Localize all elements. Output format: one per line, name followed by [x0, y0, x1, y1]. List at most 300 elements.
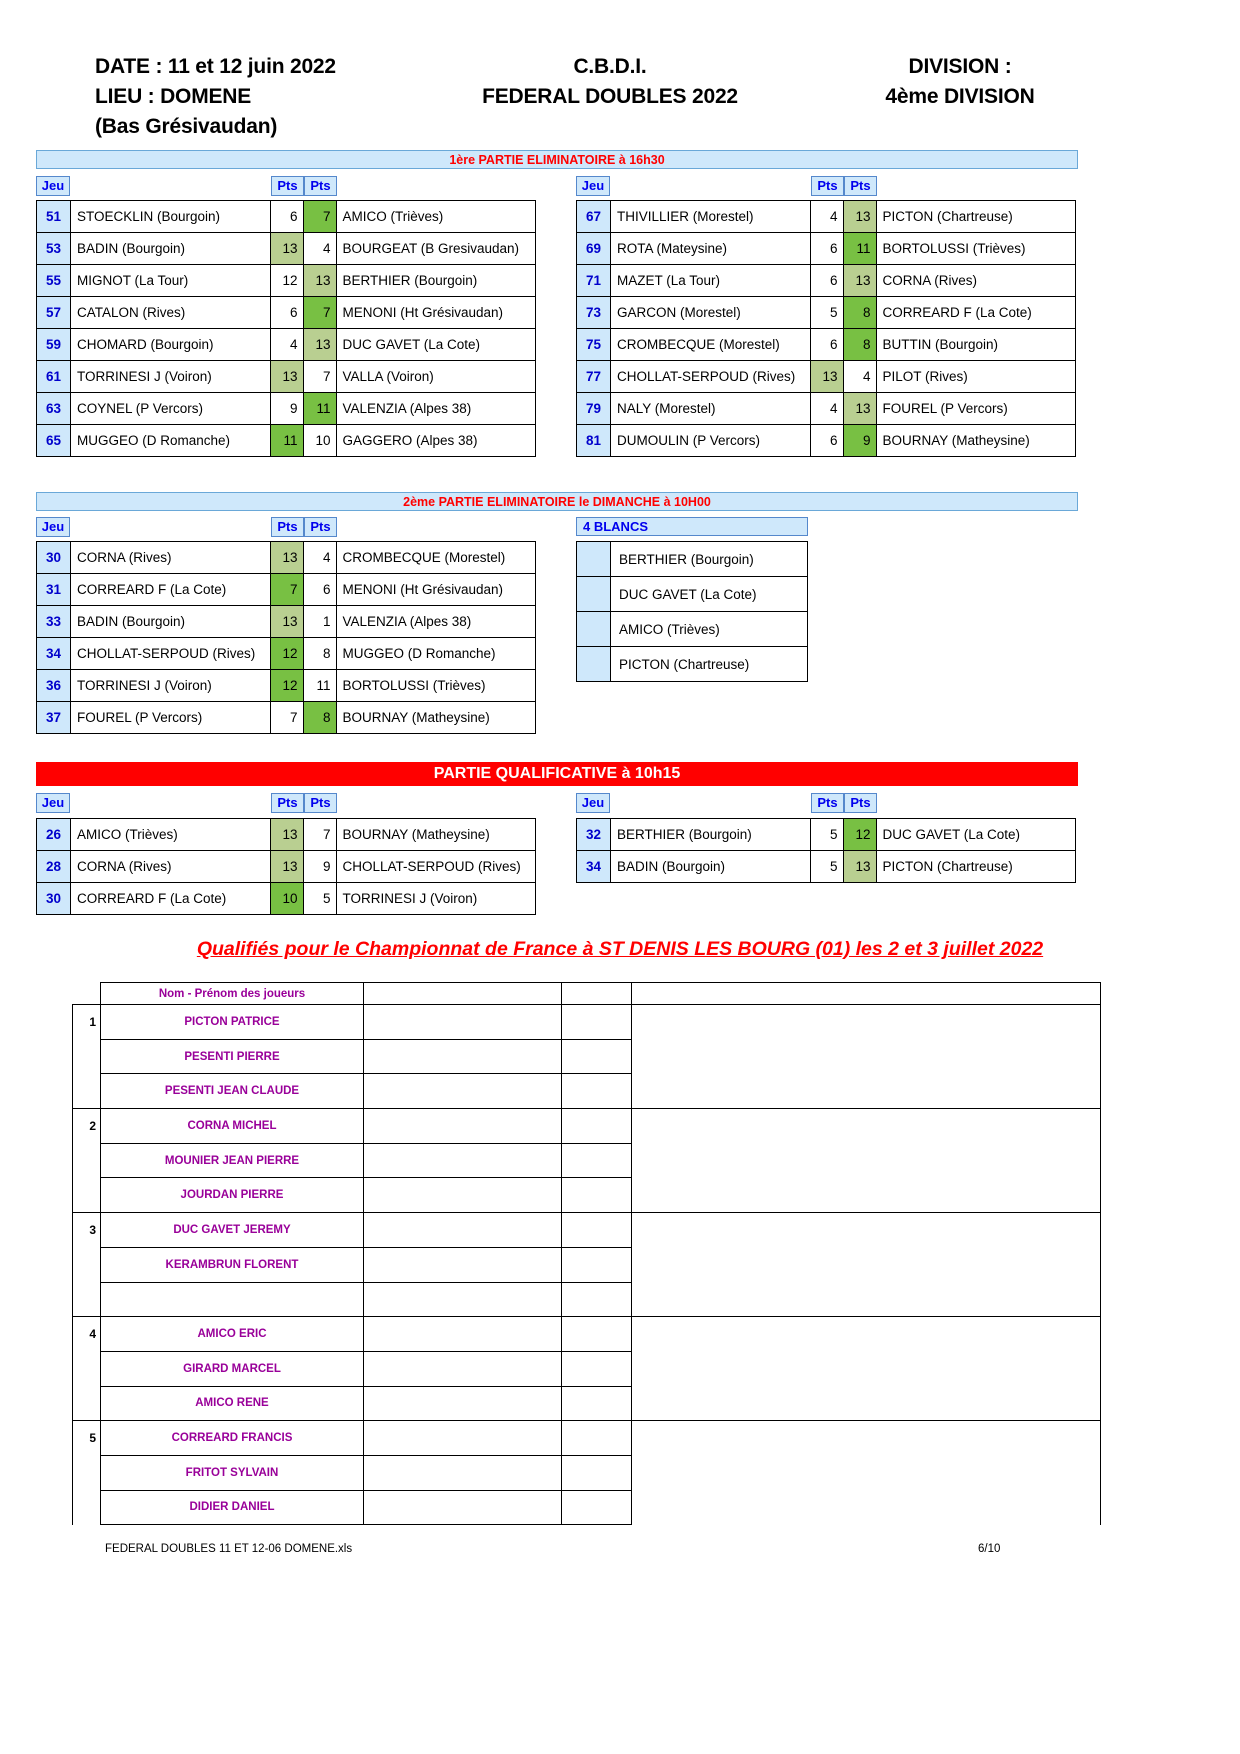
match-player-right: CROMBECQUE (Morestel) — [336, 542, 536, 574]
qualified-team-row — [73, 1213, 1101, 1248]
col-header-pts1-s2l: Pts — [271, 517, 304, 537]
qualified-team-number — [73, 1282, 101, 1317]
match-jeu-number: 55 — [37, 265, 71, 297]
match-player-right: PILOT (Rives) — [876, 361, 1076, 393]
match-score-right: 8 — [843, 329, 876, 361]
match-player-right: BOURGEAT (B Gresivaudan) — [336, 233, 536, 265]
qualified-team-number — [73, 1386, 101, 1421]
qualified-header-col4 — [632, 983, 1101, 1005]
col-header-pts1-s3r: Pts — [811, 793, 844, 813]
division-label: DIVISION : — [908, 55, 1012, 78]
lieu-line: LIEU : DOMENE — [95, 85, 252, 108]
match-player-right: BORTOLUSSI (Trièves) — [876, 233, 1076, 265]
qualified-team-number: 4 — [73, 1317, 101, 1352]
qualified-header-num — [73, 983, 101, 1005]
qualified-player-name: GIRARD MARCEL — [101, 1351, 364, 1386]
blancs-table — [576, 541, 808, 682]
list-item — [577, 542, 808, 577]
footer-filename: FEDERAL DOUBLES 11 ET 12-06 DOMENE.xls — [105, 1543, 353, 1555]
table-row — [37, 606, 536, 638]
match-player-left: CHOLLAT-SERPOUD (Rives) — [71, 638, 271, 670]
qualified-team-number — [73, 1247, 101, 1282]
match-player-left: CORNA (Rives) — [71, 851, 271, 883]
qualified-player-name: PESENTI JEAN CLAUDE — [101, 1074, 364, 1109]
match-score-left: 13 — [270, 361, 303, 393]
match-player-left: CORREARD F (La Cote) — [71, 883, 271, 915]
qualified-cell-col4 — [632, 1143, 1101, 1178]
match-jeu-number: 63 — [37, 393, 71, 425]
table-row — [577, 201, 1076, 233]
match-score-left: 10 — [270, 883, 303, 915]
qualified-cell-col2 — [364, 1074, 562, 1109]
qualified-cell-col3 — [562, 1143, 632, 1178]
match-score-left: 12 — [270, 638, 303, 670]
match-score-right: 5 — [303, 883, 336, 915]
match-jeu-number: 34 — [37, 638, 71, 670]
header-center-block — [400, 52, 820, 112]
qualified-cell-col3 — [562, 1421, 632, 1456]
qualified-team-number — [73, 1178, 101, 1213]
qualified-player-name — [101, 1282, 364, 1317]
qualified-team-row — [73, 1282, 1101, 1317]
match-player-right: GAGGERO (Alpes 38) — [336, 425, 536, 457]
match-score-left: 4 — [270, 329, 303, 361]
qualified-cell-col2 — [364, 1109, 562, 1144]
match-score-left: 13 — [270, 542, 303, 574]
table-row — [37, 361, 536, 393]
match-player-right: MENONI (Ht Grésivaudan) — [336, 297, 536, 329]
match-player-left: CROMBECQUE (Morestel) — [611, 329, 811, 361]
match-score-right: 8 — [843, 297, 876, 329]
table-row — [577, 819, 1076, 851]
match-player-right: CHOLLAT-SERPOUD (Rives) — [336, 851, 536, 883]
table-row — [577, 361, 1076, 393]
col-header-pts2-s1r: Pts — [844, 176, 877, 196]
qualified-cell-col4 — [632, 1317, 1101, 1352]
match-score-right: 9 — [843, 425, 876, 457]
qualified-player-name: CORREARD FRANCIS — [101, 1421, 364, 1456]
qualified-cell-col3 — [562, 1074, 632, 1109]
qualified-team-row — [73, 1386, 1101, 1421]
qualified-team-number — [73, 1074, 101, 1109]
match-player-right: TORRINESI J (Voiron) — [336, 883, 536, 915]
match-score-right: 11 — [303, 393, 336, 425]
match-player-right: BORTOLUSSI (Trièves) — [336, 670, 536, 702]
match-score-right: 9 — [303, 851, 336, 883]
qualified-cell-col3 — [562, 1213, 632, 1248]
match-jeu-number: 81 — [577, 425, 611, 457]
qualified-team-row — [73, 1351, 1101, 1386]
blancs-header: 4 BLANCS — [576, 517, 808, 536]
match-jeu-number: 71 — [577, 265, 611, 297]
qualified-team-number — [73, 1351, 101, 1386]
col-header-jeu-s3l: Jeu — [36, 793, 70, 813]
qualified-header-row — [73, 983, 1101, 1005]
blanc-jeu-cell — [577, 612, 611, 647]
match-player-right: DUC GAVET (La Cote) — [336, 329, 536, 361]
qualified-cell-col3 — [562, 1490, 632, 1525]
blanc-jeu-cell — [577, 542, 611, 577]
match-player-right: BOURNAY (Matheysine) — [336, 702, 536, 734]
qualified-player-name: CORNA MICHEL — [101, 1109, 364, 1144]
match-table-qualificative-left — [36, 818, 536, 915]
blanc-player-name: PICTON (Chartreuse) — [611, 647, 808, 682]
match-score-right: 11 — [843, 233, 876, 265]
match-player-right: BOURNAY (Matheysine) — [876, 425, 1076, 457]
match-player-left: DUMOULIN (P Vercors) — [611, 425, 811, 457]
blanc-jeu-cell — [577, 647, 611, 682]
event-name: FEDERAL DOUBLES 2022 — [482, 85, 738, 108]
table-row — [37, 883, 536, 915]
lieu-sub-line: (Bas Grésivaudan) — [95, 115, 278, 138]
match-score-left: 6 — [810, 425, 843, 457]
match-table-qualificative-right — [576, 818, 1076, 883]
qualified-cell-col2 — [364, 1282, 562, 1317]
match-score-right: 7 — [303, 297, 336, 329]
table-row — [577, 393, 1076, 425]
match-player-left: MIGNOT (La Tour) — [71, 265, 271, 297]
qualified-cell-col3 — [562, 1317, 632, 1352]
match-score-left: 12 — [270, 670, 303, 702]
table-row — [37, 542, 536, 574]
col-header-pts2-s3l: Pts — [304, 793, 337, 813]
qualified-cell-col4 — [632, 1351, 1101, 1386]
match-player-left: TORRINESI J (Voiron) — [71, 670, 271, 702]
blanc-player-name: AMICO (Trièves) — [611, 612, 808, 647]
club-name: C.B.D.I. — [573, 55, 647, 78]
match-jeu-number: 57 — [37, 297, 71, 329]
match-jeu-number: 30 — [37, 542, 71, 574]
match-score-left: 5 — [810, 819, 843, 851]
col-header-jeu-s1r: Jeu — [576, 176, 610, 196]
match-jeu-number: 67 — [577, 201, 611, 233]
qualified-team-row — [73, 1109, 1101, 1144]
qualified-player-name: DUC GAVET JEREMY — [101, 1213, 364, 1248]
qualified-cell-col3 — [562, 1109, 632, 1144]
qualified-header-col2 — [364, 983, 562, 1005]
qualified-cell-col2 — [364, 1490, 562, 1525]
qualified-cell-col4 — [632, 1109, 1101, 1144]
match-player-left: BADIN (Bourgoin) — [611, 851, 811, 883]
match-player-right: AMICO (Trièves) — [336, 201, 536, 233]
qualified-team-row — [73, 1178, 1101, 1213]
qualified-player-name: MOUNIER JEAN PIERRE — [101, 1143, 364, 1178]
qualified-player-name: KERAMBRUN FLORENT — [101, 1247, 364, 1282]
qualified-team-row — [73, 1421, 1101, 1456]
qualified-header-name: Nom - Prénom des joueurs — [101, 983, 364, 1005]
match-player-right: BOURNAY (Matheysine) — [336, 819, 536, 851]
match-player-left: CORREARD F (La Cote) — [71, 574, 271, 606]
match-jeu-number: 65 — [37, 425, 71, 457]
qualified-player-name: AMICO RENE — [101, 1386, 364, 1421]
col-header-pts2-s3r: Pts — [844, 793, 877, 813]
qualified-team-number — [73, 1143, 101, 1178]
match-score-left: 7 — [270, 702, 303, 734]
match-player-left: BADIN (Bourgoin) — [71, 233, 271, 265]
match-player-left: AMICO (Trièves) — [71, 819, 271, 851]
header-right-block — [810, 52, 1110, 112]
banner-partie-1: 1ère PARTIE ELIMINATOIRE à 16h30 — [36, 150, 1078, 169]
qualified-player-name: AMICO ERIC — [101, 1317, 364, 1352]
qualified-cell-col4 — [632, 1039, 1101, 1074]
match-score-left: 7 — [270, 574, 303, 606]
match-score-right: 7 — [303, 361, 336, 393]
qualified-cell-col4 — [632, 1490, 1101, 1525]
qualified-cell-col2 — [364, 1455, 562, 1490]
qualified-cell-col3 — [562, 1282, 632, 1317]
table-row — [37, 201, 536, 233]
qualified-player-name: PICTON PATRICE — [101, 1005, 364, 1040]
qualified-cell-col3 — [562, 1351, 632, 1386]
match-score-left: 6 — [810, 265, 843, 297]
col-header-jeu-s1l: Jeu — [36, 176, 70, 196]
qualified-team-number — [73, 1039, 101, 1074]
table-row — [37, 638, 536, 670]
qualified-team-row — [73, 1039, 1101, 1074]
qualified-header-col3 — [562, 983, 632, 1005]
qualified-team-row — [73, 1247, 1101, 1282]
table-row — [37, 297, 536, 329]
match-jeu-number: 73 — [577, 297, 611, 329]
match-player-left: CATALON (Rives) — [71, 297, 271, 329]
match-jeu-number: 31 — [37, 574, 71, 606]
match-score-right: 13 — [843, 393, 876, 425]
match-score-right: 13 — [303, 265, 336, 297]
col-header-pts1-s3l: Pts — [271, 793, 304, 813]
qualified-team-number — [73, 1490, 101, 1525]
match-jeu-number: 32 — [577, 819, 611, 851]
table-row — [37, 702, 536, 734]
qualified-players-table — [72, 982, 1101, 1525]
match-score-left: 6 — [270, 297, 303, 329]
match-jeu-number: 59 — [37, 329, 71, 361]
qualified-cell-col2 — [364, 1039, 562, 1074]
match-score-left: 6 — [810, 233, 843, 265]
qualified-player-name: JOURDAN PIERRE — [101, 1178, 364, 1213]
match-player-left: CHOMARD (Bourgoin) — [71, 329, 271, 361]
qualified-cell-col4 — [632, 1247, 1101, 1282]
match-jeu-number: 34 — [577, 851, 611, 883]
qualified-cell-col3 — [562, 1005, 632, 1040]
match-score-right: 8 — [303, 702, 336, 734]
qualified-player-name: PESENTI PIERRE — [101, 1039, 364, 1074]
match-jeu-number: 75 — [577, 329, 611, 361]
qualified-cell-col4 — [632, 1178, 1101, 1213]
col-header-jeu-s3r: Jeu — [576, 793, 610, 813]
match-score-right: 13 — [303, 329, 336, 361]
match-player-left: CORNA (Rives) — [71, 542, 271, 574]
match-player-right: VALLA (Voiron) — [336, 361, 536, 393]
blanc-player-name: DUC GAVET (La Cote) — [611, 577, 808, 612]
match-score-right: 13 — [843, 265, 876, 297]
banner-partie-qualificative: PARTIE QUALIFICATIVE à 10h15 — [36, 762, 1078, 786]
match-jeu-number: 37 — [37, 702, 71, 734]
match-score-right: 4 — [303, 233, 336, 265]
match-score-left: 6 — [810, 329, 843, 361]
qualified-cell-col3 — [562, 1386, 632, 1421]
match-table-partie2-left — [36, 541, 536, 734]
banner-partie-2: 2ème PARTIE ELIMINATOIRE le DIMANCHE à 10H00 — [36, 492, 1078, 511]
match-jeu-number: 77 — [577, 361, 611, 393]
qualified-cell-col4 — [632, 1455, 1101, 1490]
table-row — [577, 851, 1076, 883]
match-player-left: BADIN (Bourgoin) — [71, 606, 271, 638]
match-player-left: GARCON (Morestel) — [611, 297, 811, 329]
footer-page-number: 6/10 — [978, 1543, 1001, 1555]
match-score-right: 4 — [843, 361, 876, 393]
match-score-right: 4 — [303, 542, 336, 574]
match-score-right: 11 — [303, 670, 336, 702]
match-player-right: CORREARD F (La Cote) — [876, 297, 1076, 329]
match-score-right: 1 — [303, 606, 336, 638]
match-score-left: 13 — [810, 361, 843, 393]
qualified-team-row — [73, 1317, 1101, 1352]
qualified-cell-col4 — [632, 1421, 1101, 1456]
match-player-right: BERTHIER (Bourgoin) — [336, 265, 536, 297]
qualified-cell-col2 — [364, 1351, 562, 1386]
match-player-right: CORNA (Rives) — [876, 265, 1076, 297]
col-header-pts1-s1l: Pts — [271, 176, 304, 196]
table-row — [37, 425, 536, 457]
list-item — [577, 612, 808, 647]
qualified-team-number: 2 — [73, 1109, 101, 1144]
qualified-cell-col2 — [364, 1386, 562, 1421]
table-row — [577, 265, 1076, 297]
col-header-pts1-s1r: Pts — [811, 176, 844, 196]
qualified-cell-col2 — [364, 1143, 562, 1178]
table-row — [37, 393, 536, 425]
match-table-partie1-left — [36, 200, 536, 457]
match-player-right: MUGGEO (D Romanche) — [336, 638, 536, 670]
match-score-right: 8 — [303, 638, 336, 670]
qualified-title: Qualifiés pour le Championnat de France à ST DENIS LES BOURG (01) les 2 et 3 juillet 2022 — [196, 938, 1044, 960]
qualified-cell-col4 — [632, 1386, 1101, 1421]
match-jeu-number: 36 — [37, 670, 71, 702]
match-player-left: BERTHIER (Bourgoin) — [611, 819, 811, 851]
match-score-right: 13 — [843, 851, 876, 883]
match-player-left: NALY (Morestel) — [611, 393, 811, 425]
match-player-right: VALENZIA (Alpes 38) — [336, 393, 536, 425]
qualified-team-row — [73, 1143, 1101, 1178]
qualified-cell-col3 — [562, 1039, 632, 1074]
match-score-right: 6 — [303, 574, 336, 606]
match-player-right: PICTON (Chartreuse) — [876, 851, 1076, 883]
match-jeu-number: 69 — [577, 233, 611, 265]
match-score-right: 10 — [303, 425, 336, 457]
match-score-left: 13 — [270, 233, 303, 265]
match-score-left: 12 — [270, 265, 303, 297]
header-left-block — [95, 52, 336, 142]
qualified-cell-col4 — [632, 1005, 1101, 1040]
match-player-left: STOECKLIN (Bourgoin) — [71, 201, 271, 233]
qualified-team-number — [73, 1455, 101, 1490]
qualified-cell-col2 — [364, 1213, 562, 1248]
qualified-player-name: DIDIER DANIEL — [101, 1490, 364, 1525]
match-player-left: FOUREL (P Vercors) — [71, 702, 271, 734]
qualified-cell-col2 — [364, 1421, 562, 1456]
match-player-right: DUC GAVET (La Cote) — [876, 819, 1076, 851]
table-row — [577, 329, 1076, 361]
match-player-right: FOUREL (P Vercors) — [876, 393, 1076, 425]
table-row — [37, 851, 536, 883]
match-jeu-number: 79 — [577, 393, 611, 425]
match-score-right: 13 — [843, 201, 876, 233]
match-score-left: 5 — [810, 851, 843, 883]
qualified-team-row — [73, 1005, 1101, 1040]
match-score-left: 4 — [810, 393, 843, 425]
match-jeu-number: 28 — [37, 851, 71, 883]
table-row — [37, 265, 536, 297]
qualified-team-row — [73, 1074, 1101, 1109]
match-jeu-number: 33 — [37, 606, 71, 638]
col-header-pts2-s2l: Pts — [304, 517, 337, 537]
date-line: DATE : 11 et 12 juin 2022 — [95, 55, 336, 78]
qualified-cell-col3 — [562, 1455, 632, 1490]
table-row — [37, 819, 536, 851]
blanc-jeu-cell — [577, 577, 611, 612]
table-row — [577, 233, 1076, 265]
match-player-left: COYNEL (P Vercors) — [71, 393, 271, 425]
col-header-jeu-s2l: Jeu — [36, 517, 70, 537]
table-row — [37, 670, 536, 702]
match-score-left: 6 — [270, 201, 303, 233]
list-item — [577, 577, 808, 612]
match-player-left: ROTA (Mateysine) — [611, 233, 811, 265]
match-player-left: MAZET (La Tour) — [611, 265, 811, 297]
division-value: 4ème DIVISION — [885, 85, 1035, 108]
match-score-right: 7 — [303, 819, 336, 851]
match-player-right: VALENZIA (Alpes 38) — [336, 606, 536, 638]
qualified-cell-col4 — [632, 1213, 1101, 1248]
match-score-left: 13 — [270, 851, 303, 883]
match-score-left: 11 — [270, 425, 303, 457]
match-table-partie1-right — [576, 200, 1076, 457]
col-header-pts2-s1l: Pts — [304, 176, 337, 196]
list-item — [577, 647, 808, 682]
match-score-left: 4 — [810, 201, 843, 233]
match-jeu-number: 30 — [37, 883, 71, 915]
match-score-left: 5 — [810, 297, 843, 329]
document-header — [0, 52, 1240, 142]
table-row — [577, 425, 1076, 457]
match-player-right: PICTON (Chartreuse) — [876, 201, 1076, 233]
match-player-left: TORRINESI J (Voiron) — [71, 361, 271, 393]
blanc-player-name: BERTHIER (Bourgoin) — [611, 542, 808, 577]
match-score-left: 13 — [270, 819, 303, 851]
match-jeu-number: 61 — [37, 361, 71, 393]
match-player-left: THIVILLIER (Morestel) — [611, 201, 811, 233]
table-row — [37, 574, 536, 606]
qualified-cell-col2 — [364, 1247, 562, 1282]
qualified-cell-col3 — [562, 1247, 632, 1282]
qualified-cell-col2 — [364, 1317, 562, 1352]
table-row — [577, 297, 1076, 329]
match-jeu-number: 51 — [37, 201, 71, 233]
match-jeu-number: 53 — [37, 233, 71, 265]
match-player-right: MENONI (Ht Grésivaudan) — [336, 574, 536, 606]
match-score-right: 7 — [303, 201, 336, 233]
match-jeu-number: 26 — [37, 819, 71, 851]
qualified-cell-col2 — [364, 1005, 562, 1040]
qualified-team-number: 5 — [73, 1421, 101, 1456]
qualified-team-row — [73, 1455, 1101, 1490]
match-player-left: MUGGEO (D Romanche) — [71, 425, 271, 457]
match-player-right: BUTTIN (Bourgoin) — [876, 329, 1076, 361]
qualified-player-name: FRITOT SYLVAIN — [101, 1455, 364, 1490]
match-score-right: 12 — [843, 819, 876, 851]
qualified-cell-col4 — [632, 1282, 1101, 1317]
qualified-cell-col4 — [632, 1074, 1101, 1109]
